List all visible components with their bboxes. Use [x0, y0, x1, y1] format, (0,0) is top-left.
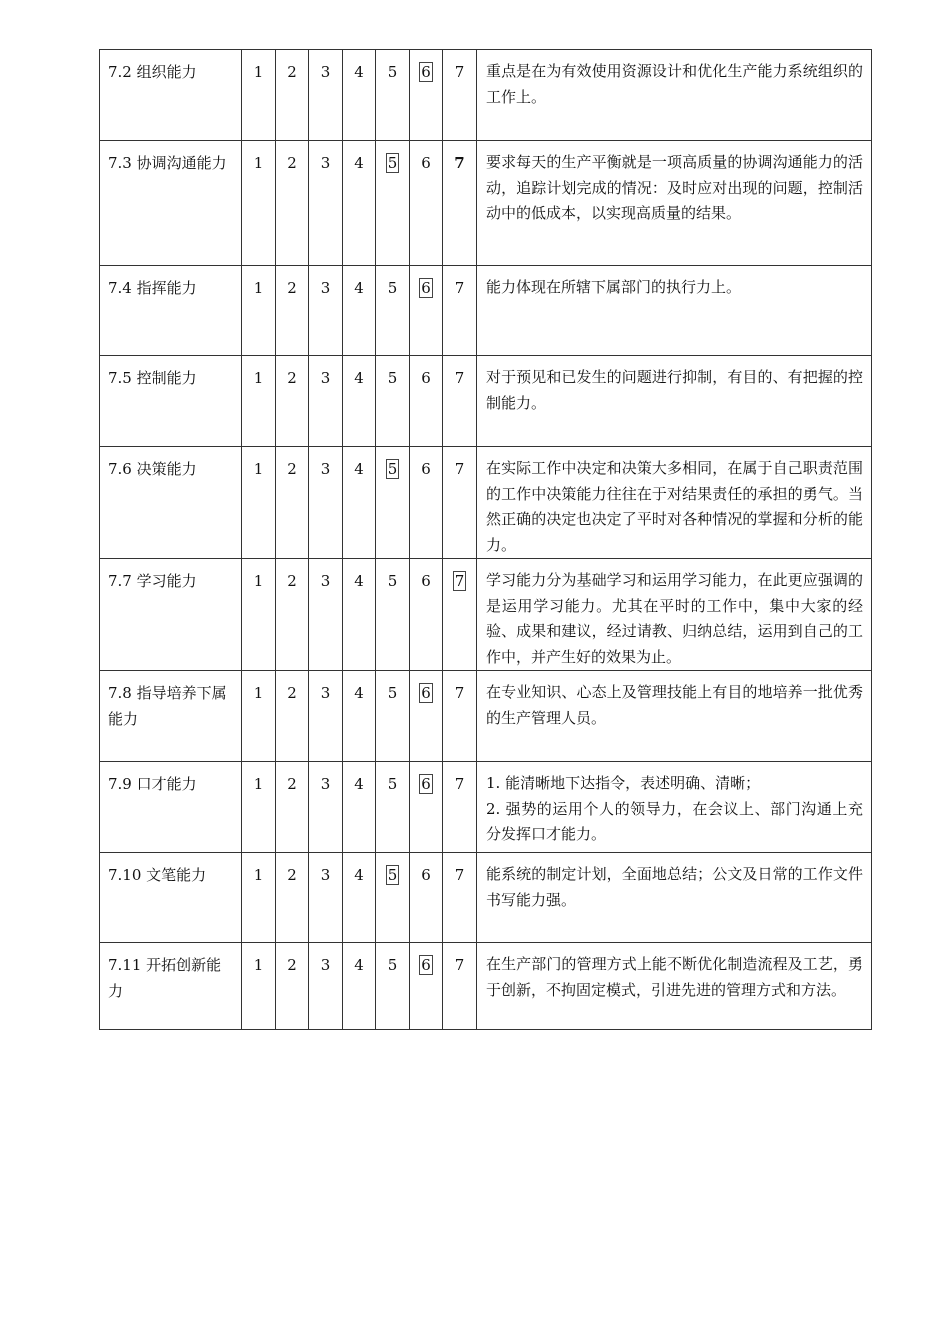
selected-score: 5: [387, 154, 398, 172]
description-line: 要求每天的生产平衡就是一项高质量的协调沟通能力的活动，追踪计划完成的情况：及时应对出现的问题，控制活动中的低成本，以实现高质量的结果。: [486, 153, 863, 222]
score-cell[interactable]: [376, 762, 410, 853]
score-option: 7: [454, 775, 465, 793]
score-cell[interactable]: [376, 943, 410, 1030]
description-line: 重点是在为有效使用资源设计和优化生产能力系统组织的工作上。: [486, 62, 863, 106]
score-cell[interactable]: [242, 559, 276, 671]
score-cell[interactable]: [376, 356, 410, 447]
score-cell[interactable]: [410, 50, 443, 141]
score-cell[interactable]: [376, 559, 410, 671]
score-option: 5: [387, 369, 398, 387]
score-option: 2: [287, 572, 297, 590]
score-option: 3: [320, 154, 331, 172]
score-cell[interactable]: [242, 762, 276, 853]
description-line: 在专业知识、心态上及管理技能上有目的地培养一批优秀的生产管理人员。: [486, 683, 863, 727]
ability-description: [477, 266, 872, 356]
score-option: 1: [253, 460, 264, 478]
selected-score: 5: [387, 866, 398, 884]
table-row: [100, 943, 872, 1030]
score-cell[interactable]: [376, 671, 410, 762]
score-cell[interactable]: [410, 762, 443, 853]
score-option: 4: [354, 369, 364, 387]
score-cell[interactable]: [242, 943, 276, 1030]
score-option: 6: [421, 369, 431, 387]
score-option: 4: [354, 279, 364, 297]
score-cell[interactable]: [242, 141, 276, 266]
table-row: [100, 50, 872, 141]
score-cell[interactable]: [276, 671, 309, 762]
description-line: 对于预见和已发生的问题进行抑制，有目的、有把握的控制能力。: [486, 368, 863, 412]
score-cell[interactable]: [309, 50, 343, 141]
score-option: 5: [387, 63, 398, 81]
table-body: [100, 50, 872, 1030]
score-cell[interactable]: [443, 559, 477, 671]
score-cell[interactable]: [410, 141, 443, 266]
score-cell[interactable]: [309, 559, 343, 671]
score-cell[interactable]: [276, 266, 309, 356]
score-option: 3: [320, 279, 331, 297]
ability-label: 7.5 控制能力: [100, 356, 242, 447]
table-row: [100, 671, 872, 762]
score-cell[interactable]: [309, 356, 343, 447]
score-option: 2: [287, 63, 297, 81]
ability-label: 7.11 开拓创新能力: [100, 943, 242, 1030]
score-option: 4: [354, 460, 364, 478]
ability-description: [477, 762, 872, 853]
ability-label: 7.10 文笔能力: [100, 853, 242, 943]
table-row: [100, 266, 872, 356]
table-row: [100, 141, 872, 266]
selected-score: 6: [421, 956, 431, 974]
score-cell[interactable]: [242, 853, 276, 943]
selected-score: 7: [454, 572, 465, 590]
score-option: 4: [354, 866, 364, 884]
table-row: [100, 559, 872, 671]
table-row: [100, 762, 872, 853]
score-cell[interactable]: [410, 671, 443, 762]
score-option: 3: [320, 956, 331, 974]
score-option: 6: [421, 866, 431, 884]
description-line: 能力体现在所辖下属部门的执行力上。: [486, 278, 742, 296]
score-cell[interactable]: [443, 853, 477, 943]
ability-label: 7.3 协调沟通能力: [100, 141, 242, 266]
score-cell[interactable]: [309, 266, 343, 356]
score-cell[interactable]: [410, 943, 443, 1030]
description-line: 2. 强势的运用个人的领导力，在会议上、部门沟通上充分发挥口才能力。: [486, 799, 863, 843]
score-cell[interactable]: [242, 447, 276, 559]
ability-description: [477, 559, 872, 671]
table-row: [100, 447, 872, 559]
score-cell[interactable]: [410, 356, 443, 447]
score-cell[interactable]: [376, 447, 410, 559]
score-cell[interactable]: [242, 266, 276, 356]
score-cell[interactable]: [410, 559, 443, 671]
ability-label: 7.7 学习能力: [100, 559, 242, 671]
score-cell[interactable]: [376, 853, 410, 943]
score-option: 3: [320, 572, 331, 590]
score-option: 2: [287, 369, 297, 387]
score-cell[interactable]: [343, 50, 376, 141]
score-cell[interactable]: [309, 671, 343, 762]
description-line: 能系统的制定计划，全面地总结；公文及日常的工作文件书写能力强。: [486, 865, 863, 909]
score-cell[interactable]: [443, 356, 477, 447]
score-cell[interactable]: [276, 141, 309, 266]
score-cell[interactable]: [443, 762, 477, 853]
score-option: 4: [354, 572, 364, 590]
score-cell[interactable]: [376, 50, 410, 141]
score-option: 7: [454, 460, 465, 478]
score-cell[interactable]: [276, 50, 309, 141]
score-cell[interactable]: [343, 266, 376, 356]
score-option: 3: [320, 460, 331, 478]
score-cell[interactable]: [343, 853, 376, 943]
score-option: 7: [454, 369, 465, 387]
score-option: 4: [354, 956, 364, 974]
evaluation-table: [99, 49, 872, 1030]
score-option: 1: [253, 63, 264, 81]
score-option: 1: [253, 866, 264, 884]
score-option: 7: [454, 684, 465, 702]
score-option: 1: [253, 956, 264, 974]
score-cell[interactable]: [309, 141, 343, 266]
description-line: 学习能力分为基础学习和运用学习能力，在此更应强调的是运用学习能力。尤其在平时的工作中，集中大家的经验、成果和建议，经过请教、归纳总结，运用到自己的工作中，并产生好的效果为止。: [486, 571, 863, 666]
score-option: 7: [454, 279, 465, 297]
score-cell[interactable]: [309, 762, 343, 853]
score-cell[interactable]: [242, 50, 276, 141]
description-line: 1. 能清晰地下达指令，表述明确、清晰；: [486, 774, 761, 792]
score-cell[interactable]: [443, 447, 477, 559]
score-cell[interactable]: [276, 559, 309, 671]
ability-label: 7.2 组织能力: [100, 50, 242, 141]
score-option: 4: [354, 684, 364, 702]
selected-score: 6: [421, 684, 431, 702]
score-cell[interactable]: [376, 266, 410, 356]
score-option: 2: [287, 460, 297, 478]
score-cell[interactable]: [343, 356, 376, 447]
score-option: 4: [354, 63, 364, 81]
score-option: 6: [421, 460, 431, 478]
score-option: 3: [320, 866, 331, 884]
score-cell[interactable]: [343, 762, 376, 853]
description-line: 在生产部门的管理方式上能不断优化制造流程及工艺，勇于创新，不拘固定模式，引进先进的管理方式和方法。: [486, 955, 863, 999]
score-option: 3: [320, 684, 331, 702]
ability-label: 7.6 决策能力: [100, 447, 242, 559]
score-option: 2: [287, 866, 297, 884]
score-option: 6: [421, 154, 431, 172]
score-option: 7: [454, 866, 465, 884]
ability-description: [477, 356, 872, 447]
score-cell[interactable]: [343, 671, 376, 762]
ability-label: 7.8 指导培养下属能力: [100, 671, 242, 762]
ability-description: [477, 853, 872, 943]
score-cell[interactable]: [443, 266, 477, 356]
score-option: 1: [253, 775, 264, 793]
score-cell[interactable]: [276, 356, 309, 447]
ability-description: [477, 671, 872, 762]
ability-label: 7.4 指挥能力: [100, 266, 242, 356]
score-cell[interactable]: [276, 943, 309, 1030]
score-option: 3: [320, 775, 331, 793]
ability-description: [477, 141, 872, 266]
table-row: [100, 853, 872, 943]
score-option: 2: [287, 775, 297, 793]
score-cell[interactable]: [309, 943, 343, 1030]
score-option: 1: [253, 369, 264, 387]
score-cell[interactable]: [309, 447, 343, 559]
score-option: 7: [454, 63, 465, 81]
selected-score: 5: [387, 460, 398, 478]
score-option: 3: [320, 63, 331, 81]
score-cell[interactable]: [276, 447, 309, 559]
score-option: 1: [253, 572, 264, 590]
score-cell[interactable]: [343, 559, 376, 671]
score-option: 5: [387, 684, 398, 702]
score-option: 1: [253, 154, 264, 172]
score-cell[interactable]: [343, 447, 376, 559]
ability-description: [477, 447, 872, 559]
score-option: 6: [421, 572, 431, 590]
description-line: 在实际工作中决定和决策大多相同，在属于自己职责范围的工作中决策能力往往在于对结果责任的承担的勇气。当然正确的决定也决定了平时对各种情况的掌握和分析的能力。: [486, 459, 863, 554]
score-cell[interactable]: [410, 853, 443, 943]
score-option: 5: [387, 956, 398, 974]
score-option: 5: [387, 572, 398, 590]
score-option: 3: [320, 369, 331, 387]
selected-score: 6: [421, 279, 431, 297]
score-cell[interactable]: [410, 266, 443, 356]
score-option: 4: [354, 775, 364, 793]
score-cell[interactable]: [242, 356, 276, 447]
score-option: 5: [387, 279, 398, 297]
ability-label: 7.9 口才能力: [100, 762, 242, 853]
score-cell[interactable]: [376, 141, 410, 266]
table-row: [100, 356, 872, 447]
selected-score: 6: [421, 775, 431, 793]
score-cell[interactable]: [443, 943, 477, 1030]
score-option: 1: [253, 684, 264, 702]
score-option: 5: [387, 775, 398, 793]
score-cell[interactable]: [443, 50, 477, 141]
score-option: 7: [454, 154, 465, 172]
score-cell[interactable]: [410, 447, 443, 559]
score-cell[interactable]: [276, 762, 309, 853]
score-cell[interactable]: [343, 943, 376, 1030]
ability-description: [477, 50, 872, 141]
score-option: 2: [287, 956, 297, 974]
score-option: 2: [287, 684, 297, 702]
score-cell[interactable]: [242, 671, 276, 762]
score-option: 7: [454, 956, 465, 974]
score-cell[interactable]: [443, 141, 477, 266]
selected-score: 6: [421, 63, 431, 81]
score-option: 2: [287, 154, 297, 172]
score-cell[interactable]: [309, 853, 343, 943]
score-option: 1: [253, 279, 264, 297]
score-cell[interactable]: [343, 141, 376, 266]
score-cell[interactable]: [443, 671, 477, 762]
ability-description: [477, 943, 872, 1030]
score-option: 2: [287, 279, 297, 297]
score-cell[interactable]: [276, 853, 309, 943]
score-option: 4: [354, 154, 364, 172]
